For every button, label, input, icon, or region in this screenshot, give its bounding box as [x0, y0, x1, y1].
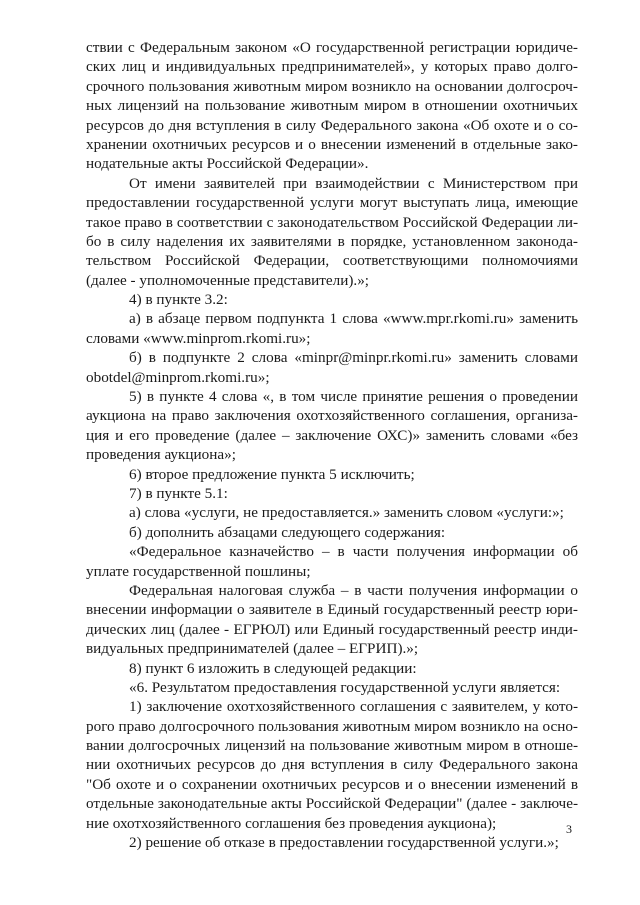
paragraph	[86, 542, 578, 581]
text-line: 2) решение об отказе в предоставлении государственной услуги.»;	[129, 834, 559, 852]
page-number: 3	[566, 822, 572, 836]
text-line: предоставлении государственной услуги могут выступать лица, имеющие	[86, 194, 578, 212]
text-line: (далее - уполномоченные представители).»;	[86, 271, 370, 289]
text-line: а) слова «услуги, не предоставляется.» заменить словом «услуги:»;	[129, 504, 564, 522]
text-line: б) дополнить абзацами следующего содержания:	[129, 523, 446, 541]
text-line: видуальных предпринимателей (далее – ЕГРИП).»;	[86, 640, 419, 658]
text-line: "Об охоте и о сохранении охотничьих ресурсов и о внесении изменений в	[86, 775, 578, 793]
text-line: отдельные законодательные акты Российской Федерации" (далее - заключе-	[86, 795, 578, 813]
text-line: срочного пользования животным миром возникло на основании долгосроч-	[86, 77, 578, 95]
text-line: 6) второе предложение пункта 5 исключить;	[129, 465, 415, 483]
text-line: ских лиц и индивидуальных предпринимателей», у которых право долго-	[86, 58, 578, 76]
text-line: внесении информации о заявителе в Единый государственный реестр юри-	[86, 601, 578, 619]
text-line: вании долгосрочных лицензий на пользование животным миром в отноше-	[86, 737, 578, 755]
text-line: хранении охотничьих ресурсов и о внесении изменений в отдельные зако-	[86, 135, 578, 153]
text-line: нодательные акты Российской Федерации».	[86, 155, 369, 173]
text-line: ствии с Федеральным законом «О государственной регистрации юридиче-	[86, 39, 578, 56]
text-line: бо в силу наделения их заявителями в порядке, установленном законода-	[86, 232, 578, 250]
text-line: 4) в пункте 3.2:	[129, 291, 228, 309]
paragraph	[86, 387, 578, 465]
text-line: дических лиц (далее - ЕГРЮЛ) или Единый государственный реестр инди-	[86, 620, 578, 638]
paragraph	[86, 697, 578, 833]
text-line: тельством Российской Федерации, соответствующими полномочиями	[86, 252, 578, 270]
text-line: б) в подпункте 2 слова «minpr@minpr.rkomi.ru» заменить словами	[129, 349, 578, 367]
paragraph	[86, 309, 578, 348]
text-line: «Федеральное казначейство – в части получения информации об	[129, 543, 578, 561]
text-line: obotdel@minprom.rkomi.ru»;	[86, 368, 270, 386]
text-line: 8) пункт 6 изложить в следующей редакции:	[129, 659, 417, 677]
text-line: ресурсов до дня вступления в силу Федерального закона «Об охоте и о со-	[86, 116, 578, 134]
paragraph	[86, 581, 578, 659]
text-line: рого право долгосрочного пользования животным миром возникло на осно-	[86, 717, 578, 735]
text-line: ция и его проведение (далее – заключение ОХС)» заменить словами «без	[86, 426, 578, 444]
text-line: 7) в пункте 5.1:	[129, 484, 228, 502]
paragraph	[86, 523, 578, 542]
paragraph	[86, 290, 578, 309]
text-line: От имени заявителей при взаимодействии с Министерством при	[129, 174, 578, 192]
text-line: 5) в пункте 4 слова «, в том числе принятие решения о проведении	[129, 388, 578, 406]
text-line: Федеральная налоговая служба – в части получения информации о	[129, 581, 578, 599]
paragraph	[86, 348, 578, 387]
paragraph	[86, 659, 578, 678]
text-line: аукциона на право заключения охотхозяйственного соглашения, организа-	[86, 407, 578, 425]
text-line: проведения аукциона»;	[86, 446, 236, 464]
document-body	[86, 38, 578, 852]
text-line: уплате государственной пошлины;	[86, 562, 311, 580]
text-line: а) в абзаце первом подпункта 1 слова «www.mpr.rkomi.ru» заменить	[129, 310, 578, 328]
paragraph	[86, 678, 578, 697]
paragraph	[86, 833, 578, 852]
paragraph	[86, 38, 578, 174]
text-line: ние охотхозяйственного соглашения без проведения аукциона);	[86, 814, 497, 832]
text-line: нии охотничьих ресурсов до дня вступления в силу Федерального закона	[86, 756, 578, 774]
text-line: ных лицензий на пользование животным миром в отношении охотничьих	[86, 97, 578, 115]
text-line: такое право в соответствии с законодательством Российской Федерации ли-	[86, 213, 578, 231]
text-line: «6. Результатом предоставления государственной услуги является:	[129, 678, 561, 696]
text-line: словами «www.minprom.rkomi.ru»;	[86, 329, 311, 347]
paragraph	[86, 465, 578, 484]
paragraph	[86, 503, 578, 522]
paragraph	[86, 484, 578, 503]
paragraph	[86, 174, 578, 290]
text-line: 1) заключение охотхозяйственного соглашения с заявителем, у кото-	[129, 698, 578, 716]
